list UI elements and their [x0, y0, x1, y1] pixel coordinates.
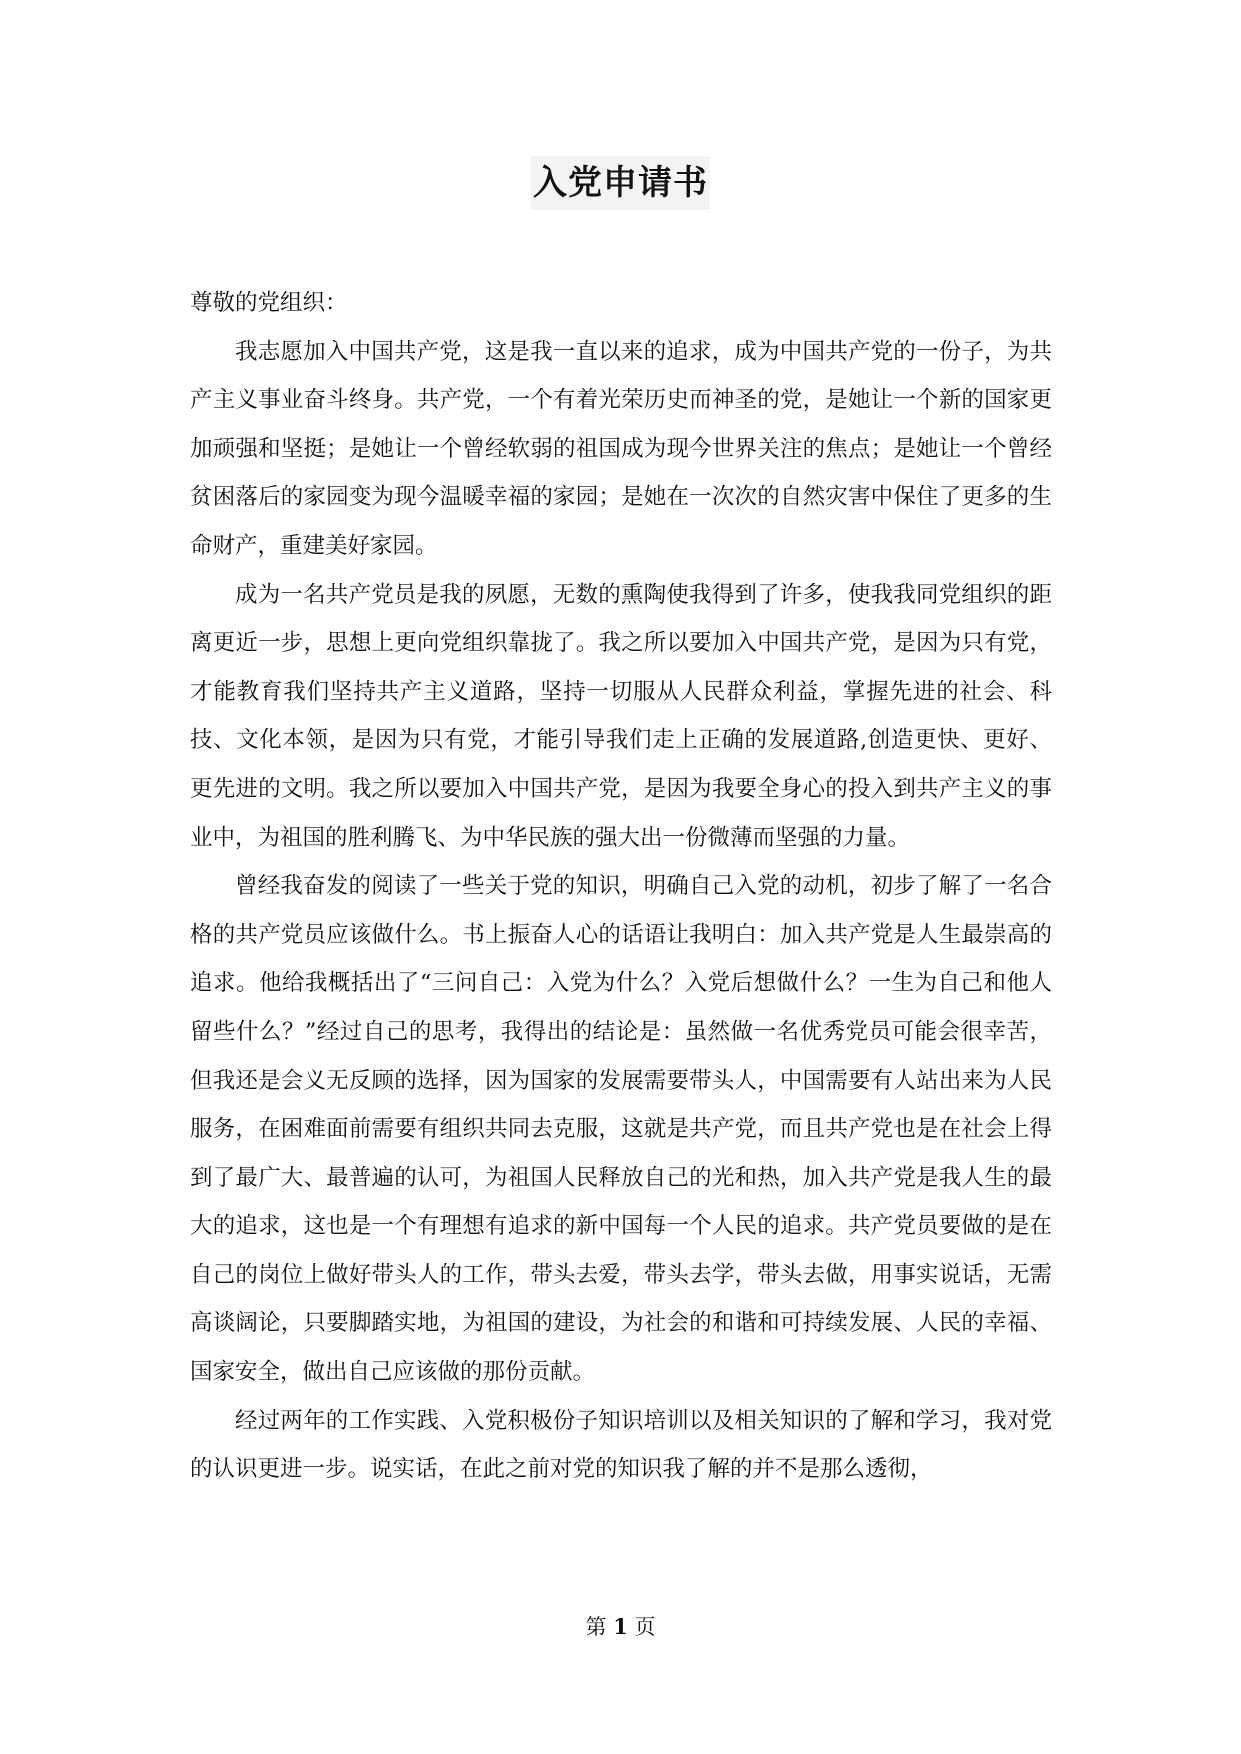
body-paragraph-1: 我志愿加入中国共产党，这是我一直以来的追求，成为中国共产党的一份子，为共产主义事业奋斗终身。共产党，一个有着光荣历史而神圣的党，是她让一个新的国家更加顽强和坚挺；是她让一个曾经软弱的祖国成为现今世界关注的焦点；是她让一个曾经贫困落后的家园变为现今温暖幸福的家园；是她在一次次的自然灾害中保住了更多的生命财产，重建美好家园。	[190, 338, 1052, 559]
body-paragraph-2: 成为一名共产党员是我的夙愿，无数的熏陶使我得到了许多，使我我同党组织的距离更近一步，思想上更向党组织靠拢了。我之所以要加入中国共产党，是因为只有党，才能教育我们坚持共产主义道路，坚持一切服从人民群众利益，掌握先进的社会、科技、文化本领，是因为只有党，才能引导我们走上正确的发展道路,创造更快、更好、更先进的文明。我之所以要加入中国共产党，是因为我要全身心的投入到共产主义的事业中，为祖国的胜利腾飞、为中华民族的强大出一份微薄而坚强的力量。	[190, 581, 1052, 851]
body-paragraph-3: 曾经我奋发的阅读了一些关于党的知识，明确自己入党的动机，初步了解了一名合格的共产党员应该做什么。书上振奋人心的话语让我明白：加入共产党是人生最崇高的追求。他给我概括出了“三问自己：入党为什么？入党后想做什么？一生为自己和他人留些什么？”经过自己的思考，我得出的结论是：虽然做一名优秀党员可能会很幸苦，但我还是会义无反顾的选择，因为国家的发展需要带头人，中国需要有人站出来为人民服务，在困难面前需要有组织共同去克服，这就是共产党，而且共产党也是在社会上得到了最广大、最普遍的认可，为祖国人民释放自己的光和热，加入共产党是我人生的最大的追求，这也是一个有理想有追求的新中国每一个人民的追求。共产党员要做的是在自己的岗位上做好带头人的工作，带头去爱，带头去学，带头去做，用事实说话，无需高谈阔论，只要脚踏实地，为祖国的建设，为社会的和谐和可持续发展、人民的幸福、国家安全，做出自己应该做的那份贡献。	[190, 873, 1052, 1386]
document-body	[190, 279, 1052, 1494]
footer-prefix: 第	[585, 1615, 607, 1639]
page-footer	[0, 1612, 1241, 1642]
page-number: 1	[613, 1614, 628, 1639]
salutation: 尊敬的党组织：	[190, 290, 348, 316]
body-paragraph-4: 经过两年的工作实践、入党积极份子知识培训以及相关知识的了解和学习，我对党的认识更进一步。说实话，在此之前对党的知识我了解的并不是那么透彻，	[190, 1407, 1052, 1483]
footer-suffix: 页	[634, 1615, 656, 1639]
document-title-text: 入党申请书	[531, 156, 710, 210]
document-title	[0, 156, 1241, 210]
